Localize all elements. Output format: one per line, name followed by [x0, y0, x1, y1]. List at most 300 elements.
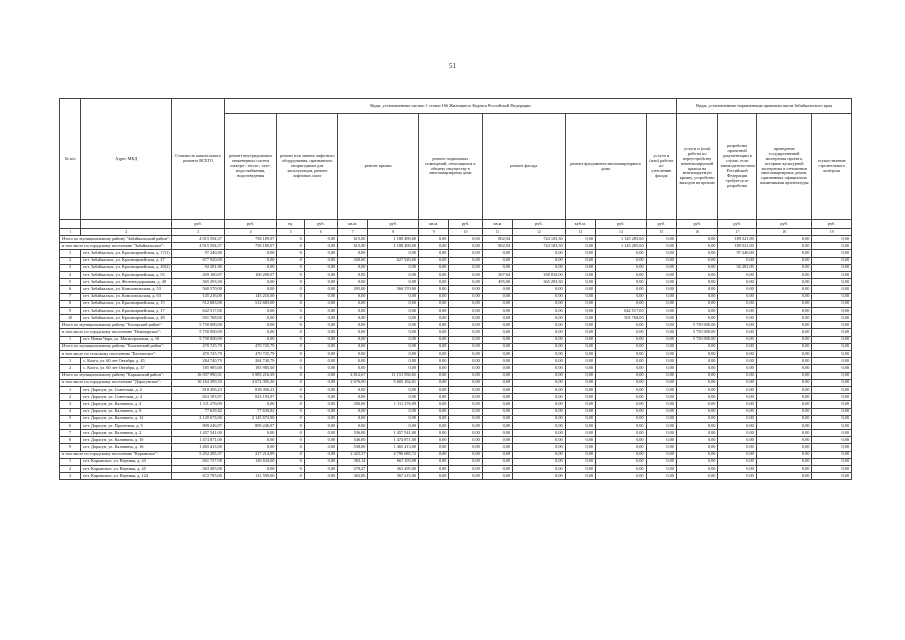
subtotal-label: Итого по муниципальному району "Калганский район":	[60, 343, 172, 350]
value-cell: 0	[277, 358, 304, 365]
value-cell: 0,00	[756, 437, 812, 444]
value-cell: 0	[277, 415, 304, 422]
value-cell: 0,00	[812, 315, 852, 322]
value-cell: 546,00	[338, 437, 368, 444]
unit-cell: руб.	[449, 220, 482, 229]
value-cell: 0,00	[513, 386, 566, 393]
row-address: пгт. Забайкальск, ул. Красноармейская, д. 17	[81, 307, 172, 314]
value-cell: 0	[277, 293, 304, 300]
value-cell: 802,94	[482, 236, 512, 243]
value-cell: 0,00	[338, 307, 368, 314]
value-cell: 0,00	[513, 437, 566, 444]
value-cell: 0,00	[338, 365, 368, 372]
value-cell: 0,00	[756, 336, 812, 343]
value-cell: 0,00	[419, 286, 449, 293]
value-cell: 0,00	[812, 236, 852, 243]
value-cell: 0,00	[718, 394, 756, 401]
value-cell: 0,00	[718, 343, 756, 350]
value-cell: 0,00	[718, 422, 756, 429]
value-cell: 0,00	[646, 250, 676, 257]
value-cell: 0,00	[676, 372, 717, 379]
value-cell: 0	[277, 343, 304, 350]
header-facade: ремонт фасада	[482, 114, 565, 220]
row-address: с. Калга, ул. 60 лет Октября, д. 47	[81, 365, 172, 372]
value-cell: 661 737,98	[172, 458, 225, 465]
value-cell: 0,00	[419, 300, 449, 307]
value-cell: 0,00	[756, 458, 812, 465]
value-cell: 97 240,00	[172, 250, 225, 257]
row-address: пгт. Забайкальск, ул. Комсомольская, д. 63	[81, 293, 172, 300]
value-cell: 0,00	[596, 444, 647, 451]
value-cell: 4 672 395,36	[224, 379, 277, 386]
value-cell: 567 215,00	[368, 473, 419, 480]
value-cell: 0,00	[756, 394, 812, 401]
table-row	[60, 257, 852, 264]
value-cell: 0,00	[304, 466, 337, 473]
value-cell: 0,00	[646, 351, 676, 358]
value-cell: 0,00	[419, 293, 449, 300]
value-cell: 363 495,00	[172, 466, 225, 473]
value-cell: 0,00	[565, 444, 595, 451]
value-cell: 0,00	[368, 271, 419, 278]
header-insulation: услуги и (или) работы по утеплению фасада	[646, 114, 676, 220]
value-cell: 0,00	[718, 458, 756, 465]
subtotal-label: Итого по муниципальному району "Забайкальский район":	[60, 236, 172, 243]
value-cell: 0,00	[368, 250, 419, 257]
value-cell: 0,00	[368, 293, 419, 300]
value-cell: 0,00	[676, 250, 717, 257]
value-cell: 0,00	[368, 336, 419, 343]
value-cell: 5 750 000,00	[676, 322, 717, 329]
value-cell: 0,00	[482, 466, 512, 473]
value-cell: 0,00	[646, 336, 676, 343]
value-cell: 0,00	[368, 422, 419, 429]
value-cell: 0,00	[482, 300, 512, 307]
value-cell: 0,00	[482, 351, 512, 358]
row-address: пгт. Дарасун, ул. Калинина, д. 16	[81, 444, 172, 451]
table-row	[60, 315, 852, 322]
value-cell: 0,00	[812, 458, 852, 465]
value-cell: 0,00	[449, 300, 482, 307]
value-cell: 0,00	[565, 386, 595, 393]
unit-cell: кв.м.	[338, 220, 368, 229]
subtotal-row	[60, 322, 852, 329]
value-cell: 0,00	[812, 430, 852, 437]
value-cell: 0,00	[368, 343, 419, 350]
value-cell: 92 281,00	[172, 264, 225, 271]
value-cell: 0,00	[224, 286, 277, 293]
value-cell: 0,00	[338, 336, 368, 343]
value-cell: 0	[277, 329, 304, 336]
value-cell: 0,00	[224, 437, 277, 444]
value-cell: 0,00	[482, 264, 512, 271]
value-cell: 0,00	[676, 401, 717, 408]
value-cell: 0,00	[338, 271, 368, 278]
value-cell: 0,00	[304, 394, 337, 401]
value-cell: 1 111 276,09	[368, 401, 419, 408]
value-cell: 0,00	[596, 437, 647, 444]
value-cell: 0,00	[756, 271, 812, 278]
value-cell: 0,00	[368, 365, 419, 372]
value-cell: 0,00	[304, 329, 337, 336]
column-number-cell: 10	[449, 229, 482, 236]
header-engineering: ремонт внутридомовых инженерных систем электро-, тепло-, газо-, водоснабжения, водоотведения	[224, 114, 277, 220]
row-number: 8	[60, 437, 81, 444]
value-cell: 0,00	[756, 422, 812, 429]
column-number-cell: 14	[596, 229, 647, 236]
column-number-cell: 7	[338, 229, 368, 236]
value-cell: 0	[277, 365, 304, 372]
unit-cell: руб.	[513, 220, 566, 229]
value-cell: 0,00	[449, 236, 482, 243]
value-cell: 0,00	[513, 365, 566, 372]
value-cell: 0,00	[718, 372, 756, 379]
value-cell: 0,00	[646, 322, 676, 329]
row-number: 2	[60, 257, 81, 264]
value-cell: 0,00	[449, 279, 482, 286]
value-cell: 1 457 541,00	[172, 430, 225, 437]
value-cell: 0,00	[449, 264, 482, 271]
value-cell: 0,00	[676, 458, 717, 465]
value-cell: 0,00	[565, 315, 595, 322]
value-cell: 0,00	[449, 286, 482, 293]
subtotal-label: в том числе по городскому поселению "Новочарское":	[60, 329, 172, 336]
value-cell: 512 683,00	[224, 300, 277, 307]
value-cell: 0,00	[304, 401, 337, 408]
value-cell: 0,00	[513, 322, 566, 329]
value-cell: 0,00	[718, 473, 756, 480]
row-address: пгт. Дарасун, ул. Калинина, д. 12	[81, 415, 172, 422]
value-cell: 0,00	[419, 458, 449, 465]
value-cell: 0,00	[368, 264, 419, 271]
unit-cell: руб.	[756, 220, 812, 229]
value-cell: 0,00	[646, 243, 676, 250]
value-cell: 0,00	[718, 437, 756, 444]
unit-cell: руб.	[676, 220, 717, 229]
value-cell: 0,00	[368, 322, 419, 329]
value-cell: 0,00	[304, 343, 337, 350]
value-cell: 0,00	[338, 415, 368, 422]
value-cell: 0,00	[718, 379, 756, 386]
value-cell: 0,00	[513, 458, 566, 465]
table-row	[60, 264, 852, 271]
value-cell: 0,00	[419, 444, 449, 451]
value-cell: 0,00	[368, 394, 419, 401]
value-cell: 536,00	[338, 430, 368, 437]
value-cell: 0,00	[756, 401, 812, 408]
unit-cell: руб.	[304, 220, 337, 229]
header-elevator: ремонт или замена лифтового оборудования, признанного непригодным для эксплуатации, ремонт лифтовых шахт	[277, 114, 338, 220]
value-cell: 0,00	[304, 351, 337, 358]
value-cell: 0,00	[565, 343, 595, 350]
value-cell: 0,00	[596, 466, 647, 473]
row-address: пгт. Новая Чара, ул. Магистральная, д. 10	[81, 336, 172, 343]
value-cell: 661 103,98	[368, 458, 419, 465]
value-cell: 0,00	[676, 300, 717, 307]
value-cell: 0,00	[449, 336, 482, 343]
row-number: 6	[60, 286, 81, 293]
header-group-federal: Виды, установленные частью 1 статьи 166 Жилищного Кодекса Российской Федерации	[224, 99, 676, 114]
value-cell: 0,00	[513, 300, 566, 307]
value-cell: 0,00	[812, 343, 852, 350]
value-cell: 0,00	[304, 264, 337, 271]
value-cell: 0,00	[482, 451, 512, 458]
row-number: 3	[60, 264, 81, 271]
value-cell: 0,00	[338, 300, 368, 307]
value-cell: 0,00	[449, 422, 482, 429]
value-cell: 0,00	[419, 315, 449, 322]
value-cell: 0	[277, 466, 304, 473]
value-cell: 0,00	[304, 243, 337, 250]
value-cell: 5 985 216,39	[224, 372, 277, 379]
value-cell: 0,00	[756, 343, 812, 350]
value-cell: 0,00	[419, 236, 449, 243]
value-cell: 0,00	[718, 257, 756, 264]
value-cell: 0,00	[338, 322, 368, 329]
value-cell: 0,00	[338, 358, 368, 365]
subtotal-label: в том числе по сельскому поселению "Калганское":	[60, 351, 172, 358]
value-cell: 0,00	[338, 250, 368, 257]
value-cell: 677 920,00	[172, 257, 225, 264]
value-cell: 0,00	[304, 379, 337, 386]
value-cell: 0,00	[812, 372, 852, 379]
value-cell: 0,00	[449, 401, 482, 408]
value-cell: 0,00	[596, 379, 647, 386]
value-cell: 0,00	[646, 473, 676, 480]
value-cell: 10 164 399,33	[172, 379, 225, 386]
value-cell: 0	[277, 386, 304, 393]
column-number-cell: 2	[81, 229, 172, 236]
value-cell: 0,00	[812, 307, 852, 314]
header-construction-control: осуществление строительного контроля	[812, 114, 852, 220]
value-cell: 0,00	[224, 401, 277, 408]
value-cell: 0,00	[676, 257, 717, 264]
value-cell: 0,00	[449, 444, 482, 451]
value-cell: 0,00	[513, 401, 566, 408]
value-cell: 1 145 285,60	[596, 243, 647, 250]
value-cell: 0,00	[513, 343, 566, 350]
value-cell: 0,00	[419, 430, 449, 437]
column-number-cell: 3	[172, 229, 225, 236]
value-cell: 0,00	[368, 315, 419, 322]
value-cell: 0,00	[756, 307, 812, 314]
value-cell: 0,00	[565, 430, 595, 437]
value-cell: 0,00	[304, 279, 337, 286]
value-cell: 0,00	[812, 466, 852, 473]
unit-cell: руб.	[368, 220, 419, 229]
value-cell: 0,00	[224, 430, 277, 437]
value-cell: 92 281,00	[718, 264, 756, 271]
value-cell: 0,00	[812, 386, 852, 393]
value-cell: 0,00	[756, 379, 812, 386]
value-cell: 0,00	[756, 329, 812, 336]
unit-cell: ед.	[277, 220, 304, 229]
value-cell: 5 750 000,00	[172, 329, 225, 336]
row-address: пгт. Дарасун, ул. Калинина, д. 10	[81, 437, 172, 444]
page-number: 51	[449, 62, 456, 70]
value-cell: 0,00	[482, 293, 512, 300]
value-cell: 0,00	[449, 430, 482, 437]
value-cell: 0,00	[482, 473, 512, 480]
column-number-cell: 8	[368, 229, 419, 236]
value-cell: 0,00	[596, 264, 647, 271]
value-cell: 16 957 990,31	[172, 372, 225, 379]
value-cell: 627 920,00	[368, 257, 419, 264]
header-design: разработка проектной документации в случае, если законодательством Российской Федерации требуется ее разработка	[718, 114, 756, 220]
value-cell: 0,00	[419, 329, 449, 336]
value-cell: 0,00	[513, 329, 566, 336]
value-cell: 0,00	[646, 279, 676, 286]
value-cell: 0,00	[513, 315, 566, 322]
value-cell: 809 246,97	[172, 422, 225, 429]
value-cell: 284 740,79	[172, 358, 225, 365]
row-number: 3	[60, 473, 81, 480]
value-cell: 0,00	[718, 329, 756, 336]
value-cell: 0,00	[368, 279, 419, 286]
value-cell: 0,00	[646, 466, 676, 473]
row-number: 1	[60, 250, 81, 257]
value-cell: 0,00	[304, 415, 337, 422]
value-cell: 0,00	[596, 473, 647, 480]
value-cell: 0,00	[419, 372, 449, 379]
value-cell: 1 457 541,00	[368, 430, 419, 437]
value-cell: 0,00	[449, 415, 482, 422]
value-cell: 0,00	[419, 307, 449, 314]
table-row	[60, 300, 852, 307]
value-cell: 0,00	[756, 430, 812, 437]
value-cell: 0,00	[646, 401, 676, 408]
value-cell: 0,00	[756, 473, 812, 480]
value-cell: 0,00	[449, 386, 482, 393]
value-cell: 0,00	[676, 394, 717, 401]
unit-cell: руб.	[718, 220, 756, 229]
row-number: 3	[60, 401, 81, 408]
value-cell: 0,00	[756, 293, 812, 300]
value-cell: 0,00	[224, 329, 277, 336]
value-cell: 5 605 162,01	[368, 379, 419, 386]
value-cell: 0,00	[676, 293, 717, 300]
value-cell: 320,00	[338, 257, 368, 264]
value-cell: 97 240,00	[718, 250, 756, 257]
value-cell: 0,00	[338, 408, 368, 415]
value-cell: 0,00	[513, 415, 566, 422]
value-cell: 0,00	[596, 279, 647, 286]
value-cell: 0,00	[304, 336, 337, 343]
value-cell: 758 189,07	[224, 236, 277, 243]
value-cell: 0,00	[513, 473, 566, 480]
value-cell: 0,00	[338, 329, 368, 336]
value-cell: 0,00	[756, 236, 812, 243]
row-address: пгт. Дарасун, ул. Советская, д. 4	[81, 394, 172, 401]
value-cell: 0,00	[419, 343, 449, 350]
value-cell: 0,00	[646, 257, 676, 264]
value-cell: 0	[277, 458, 304, 465]
units-row	[60, 220, 852, 229]
column-number-cell: 6	[304, 229, 337, 236]
value-cell: 1 111 276,09	[172, 401, 225, 408]
row-address: пгт. Дарасун, ул. Калинина, д. 2	[81, 430, 172, 437]
value-cell: 0	[277, 322, 304, 329]
value-cell: 0,00	[419, 437, 449, 444]
value-cell: 0,00	[482, 358, 512, 365]
value-cell: 145 216,00	[224, 293, 277, 300]
value-cell: 0,00	[482, 444, 512, 451]
value-cell: 0,00	[565, 271, 595, 278]
value-cell: 0,00	[812, 444, 852, 451]
value-cell: 0,00	[419, 279, 449, 286]
value-cell: 0	[277, 401, 304, 408]
value-cell: 0,00	[676, 307, 717, 314]
value-cell: 0	[277, 379, 304, 386]
value-cell: 0,00	[419, 243, 449, 250]
value-cell: 0,00	[718, 300, 756, 307]
value-cell: 0,00	[482, 386, 512, 393]
value-cell: 0	[277, 307, 304, 314]
value-cell: 0,00	[482, 315, 512, 322]
value-cell: 0,00	[676, 415, 717, 422]
subtotal-row	[60, 236, 852, 243]
value-cell: 0,00	[419, 408, 449, 415]
value-cell: 0,00	[513, 358, 566, 365]
value-cell: 0,00	[482, 422, 512, 429]
value-cell: 0,00	[676, 243, 717, 250]
value-cell: 823 193,97	[224, 394, 277, 401]
value-cell: 0,00	[449, 271, 482, 278]
value-cell: 189 521,00	[718, 236, 756, 243]
value-cell: 0	[277, 286, 304, 293]
value-cell: 0,00	[513, 336, 566, 343]
value-cell: 802,94	[482, 243, 512, 250]
value-cell: 126 634,00	[224, 458, 277, 465]
value-cell: 0,00	[646, 300, 676, 307]
value-cell: 0,00	[718, 444, 756, 451]
column-number-cell: 16	[676, 229, 717, 236]
value-cell: 0,00	[565, 279, 595, 286]
value-cell: 0,00	[596, 336, 647, 343]
value-cell: 0,00	[482, 307, 512, 314]
value-cell: 0,00	[513, 307, 566, 314]
value-cell: 0,00	[449, 329, 482, 336]
value-cell: 0,00	[338, 422, 368, 429]
value-cell: 0,00	[718, 451, 756, 458]
value-cell: 0,00	[565, 307, 595, 314]
value-cell: 0,00	[646, 358, 676, 365]
subtotal-row	[60, 329, 852, 336]
value-cell: 0,00	[812, 394, 852, 401]
value-cell: 0,00	[513, 422, 566, 429]
value-cell: 145 216,00	[172, 293, 225, 300]
header-roof-conversion: услуги и (или) работы по переустройству невентилируемой крыши на вентилируемую крышу, устройство выходов на кровлю	[676, 114, 717, 220]
value-cell: 0,00	[646, 386, 676, 393]
value-cell: 0,00	[812, 329, 852, 336]
value-cell: 0,00	[338, 351, 368, 358]
value-cell: 0,00	[646, 379, 676, 386]
unit-cell: руб.	[646, 220, 676, 229]
value-cell: 5 750 000,00	[676, 329, 717, 336]
value-cell: 0	[277, 300, 304, 307]
value-cell: 0,00	[304, 422, 337, 429]
value-cell: 307,94	[482, 271, 512, 278]
value-cell: 0,00	[565, 336, 595, 343]
value-cell: 0,00	[304, 250, 337, 257]
table-row	[60, 271, 852, 278]
column-number-cell: 5	[277, 229, 304, 236]
value-cell: 0,00	[449, 372, 482, 379]
value-cell: 0,00	[565, 243, 595, 250]
value-cell: 0,00	[646, 271, 676, 278]
value-cell: 0,00	[513, 372, 566, 379]
value-cell: 615,00	[338, 236, 368, 243]
